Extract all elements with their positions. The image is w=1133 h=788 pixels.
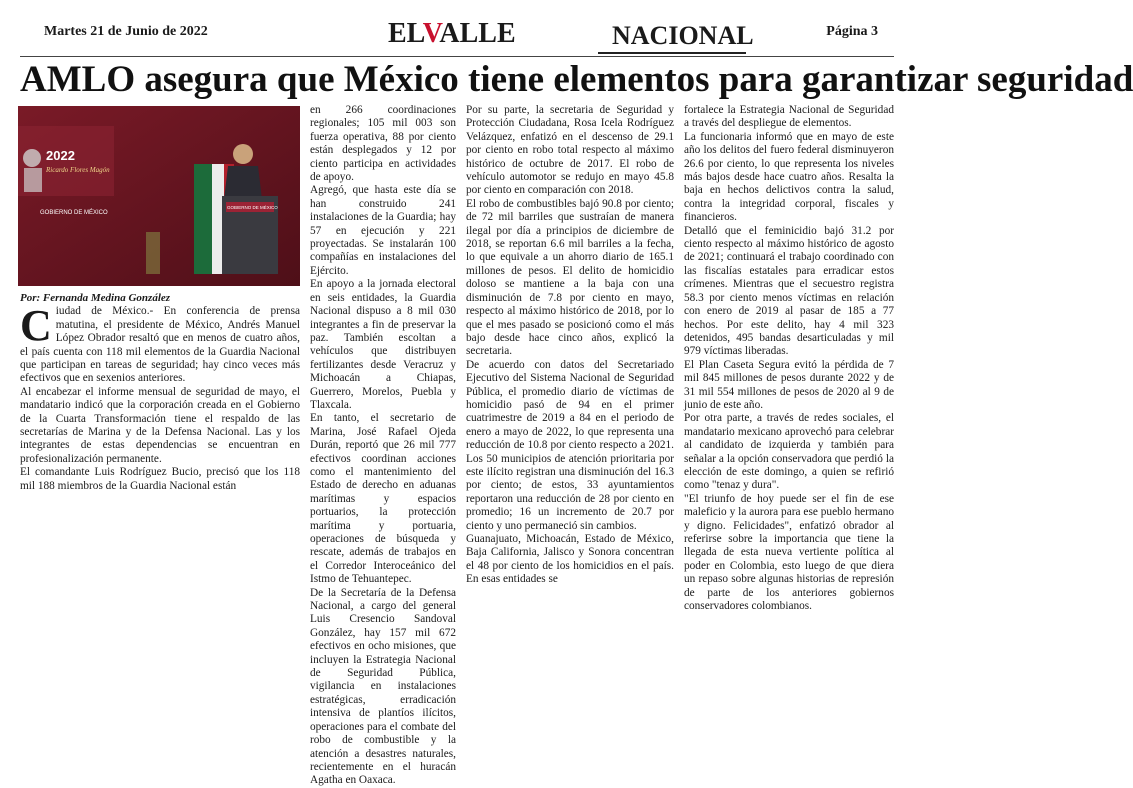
paragraph: Detalló que el feminicidio bajó 31.2 por ciento respecto al máximo histórico de agosto de 2021; continuará el trabajo coordinado con las fiscalías estatales para erradicar estos crímenes. Mientras que el secuestro registra 58.3 por ciento menos víctimas en relación con enero de 2019 al pasar de 185 a 77 hechos. Por este delito, hay 4 mil 323 detenidos, 495 bandas desarticuladas y mil 979 víctimas liberadas.	[684, 224, 894, 358]
page-number: Página 3	[826, 24, 878, 39]
logo-prefix: EL	[388, 18, 423, 49]
gov-logo-text: GOBIERNO DE MÉXICO	[40, 210, 108, 216]
paragraph: Al encabezar el informe mensual de seguridad de mayo, el mandatario indicó que la corporación creada en el Gobierno de la Cuarta Transformación tiene el respaldo de las secretarías de Marina y de la Defensa Nacional. Las y los integrantes de estas dependencias se encuentran en profesionalización permanente.	[20, 385, 300, 465]
banner-year: 2022	[46, 148, 75, 163]
article-column-4	[684, 104, 894, 613]
paragraph: En tanto, el secretario de Marina, José Rafael Ojeda Durán, reportó que 26 mil 777 efectivos coordinan acciones como el mantenimiento del Estado de derecho en aduanas marítimas y espacios portuarios, la protección marítima y portuaria, operaciones de búsqueda y rescate, además de trabajos en el Corredor Interoceánico del Istmo de Tehuantepec.	[310, 412, 456, 586]
flag-pole	[146, 232, 160, 274]
article-column-2	[310, 104, 456, 787]
podium-label: GOBIERNO DE MÉXICO	[227, 205, 278, 210]
masthead	[0, 0, 914, 52]
paragraph: Por su parte, la secretaria de Seguridad y Protección Ciudadana, Rosa Icela Rodríguez Velázquez, enfatizó en el descenso de 29.1 por ciento en robo total respecto al máximo histórico de octubre de 2017. El robo de vehículo automotor se redujo en mayo 45.8 por ciento en comparación con 2018.	[466, 104, 674, 197]
paragraph: Guanajuato, Michoacán, Estado de México, Baja California, Jalisco y Sonora concentran el 48 por ciento de los homicidios en el país. En esas entidades se	[466, 533, 674, 586]
portrait-body	[24, 168, 42, 192]
paragraph: De acuerdo con datos del Secretariado Ejecutivo del Sistema Nacional de Seguridad Pública, el promedio diario de víctimas de homicidio pasó de 94 en el primer cuatrimestre de 2019 a 84 en el periodo de enero a mayo de 2022, lo que representa una reducción de 10.8 por ciento respecto a 2021. Los 50 municipios de atención prioritaria por este ilícito registran una disminución del 16.3 por ciento; de estos, 33 ayuntamientos reportaron una reducción de 28 por ciento en promedio; 16 un incremento de 20.7 por ciento y uno permaneció sin cambios.	[466, 358, 674, 532]
drop-cap: C	[20, 301, 52, 351]
issue-date: Martes 21 de Junio de 2022	[44, 24, 208, 39]
paragraph: Agregó, que hasta este día se han construido 241 instalaciones de la Guardia; hay 57 en ejecución y 221 proyectadas. Se instalarán 100 compañías en instalaciones del Ejército.	[310, 184, 456, 277]
portrait-figure	[23, 149, 41, 167]
paragraph: "El triunfo de hoy puede ser el fin de ese maleficio y la aurora para ese pueblo hermano y digno. Felicidades", enfatizó obrador al referirse sobre la importancia que tiene la llegada de esta nueva vertiente política al poder en Colombia, esto luego de que diera un repaso sobre algunas historias de represión de parte de los anteriores gobiernos conservadores colombianos.	[684, 492, 894, 613]
section-title: NACIONAL	[612, 21, 754, 50]
paragraph: Por otra parte, a través de redes sociales, el mandatario mexicano aprovechó para celebrar al candidato de izquierda y también para señalar a la opción conservadora que perdió la elección de este domingo, a quien se refirió como "tenaz y dura".	[684, 412, 894, 492]
paragraph: iudad de México.- En conferencia de prensa matutina, el presidente de México, Andrés Manuel López Obrador resaltó que en menos de cuatro años, el país cuenta con 118 mil elementos de la Guardia Nacional que participan en tareas de seguridad; hay cinco veces más efectivos que en sexenios anteriores.	[20, 305, 300, 385]
headline: AMLO asegura que México tiene elementos para garantizar seguridad	[20, 59, 1133, 100]
article-column-3	[466, 104, 674, 586]
logo-v: V	[422, 18, 440, 49]
section-underline	[598, 52, 746, 54]
paragraph: El comandante Luis Rodríguez Bucio, precisó que los 118 mil 188 miembros de la Guardia Nacional están	[20, 466, 300, 492]
paragraph: En apoyo a la jornada electoral en seis entidades, la Guardia Nacional dispuso a 8 mil 030 integrantes a fin de preservar la paz. También escoltan a vehículos que distribuyen fertilizantes desde Veracruz y Michoacán a Chiapas, Guerrero, Morelos, Puebla y Tlaxcala.	[310, 278, 456, 411]
speaker-head	[233, 144, 253, 164]
article-column-1	[20, 292, 300, 518]
press-conference-photo	[18, 106, 300, 286]
paragraph: en 266 coordinaciones regionales; 105 mil 003 son fuerza operativa, 88 por ciento están desplegados y 12 por ciento participa en actividades de apoyo.	[310, 104, 456, 184]
newspaper-logo	[388, 20, 516, 48]
flag-green	[194, 164, 212, 274]
paragraph: fortalece la Estrategia Nacional de Seguridad a través del despliegue de elementos.	[684, 104, 894, 130]
header-rule	[20, 56, 894, 57]
banner-title: Ricardo Flores Magón	[46, 166, 110, 174]
paragraph: El robo de combustibles bajó 90.8 por ciento; de 72 mil barriles que sustraían de manera ilegal por día a principios de diciembre de 2018, se reportan 6.6 mil barriles a la fecha, lo que equivale a un ahorro diario de 165.1 millones de pesos. El delito de homicidio doloso se mantiene a la baja con una disminución de 7.8 por ciento en mayo, respecto al máximo histórico de 2018, por lo que el mes pasado se posicionó como el más bajo desde hace cinco años, explicó la secretaria.	[466, 197, 674, 358]
logo-suffix: ALLE	[439, 18, 516, 49]
paragraph: El Plan Caseta Segura evitó la pérdida de 7 mil 845 millones de pesos durante 2022 y de 31 mil 554 millones de pesos de 2020 al 9 de junio de este año.	[684, 358, 894, 411]
paragraph: De la Secretaría de la Defensa Nacional, a cargo del general Luis Cresencio Sandoval González, hay 157 mil 672 efectivos en ocho misiones, que incluyen la Estrategia Nacional de Seguridad Pública, vigilancia en instalaciones estratégicas, erradicación intensiva de plantíos ilícitos, operaciones para el combate del robo de combustible y la atención a desastres naturales, recientemente en el huracán Agatha en Oaxaca.	[310, 586, 456, 787]
paragraph: La funcionaria informó que en mayo de este año los delitos del fuero federal disminuyeron 26.6 por ciento, lo que representa los niveles más bajos desde hace cuatro años. Resalta la baja en hechos delictivos contra la salud, contra la integridad corporal, fiscales y financieros.	[684, 130, 894, 224]
byline: Por: Fernanda Medina González	[20, 292, 171, 304]
photo-illustration	[18, 106, 300, 286]
